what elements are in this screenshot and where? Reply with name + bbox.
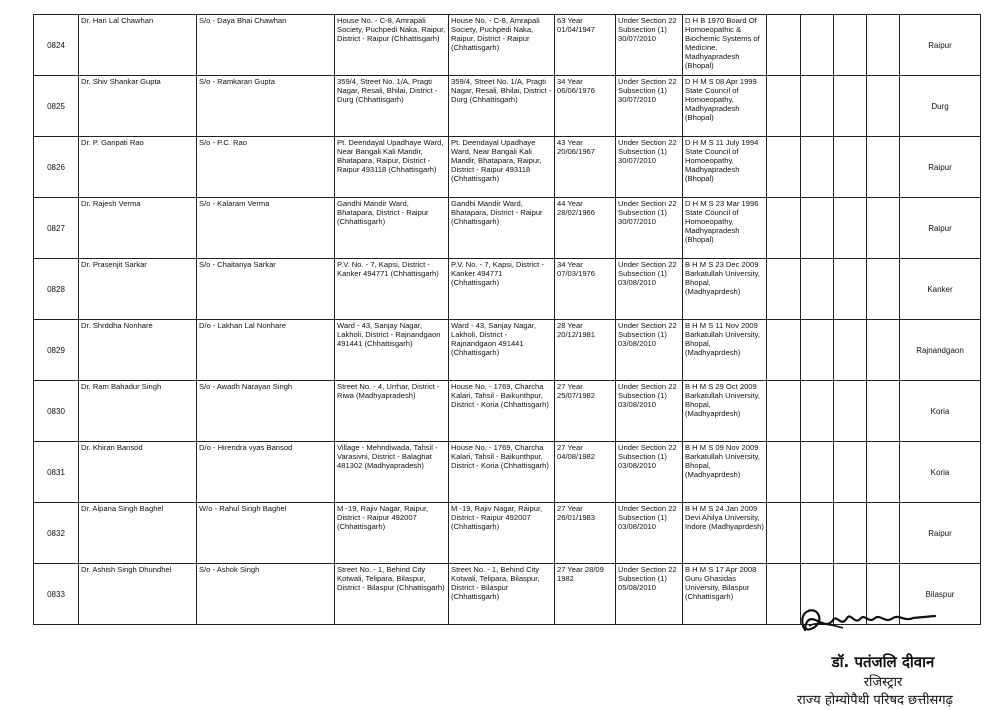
blank-cell: [801, 76, 834, 137]
blank-cell: [834, 15, 867, 76]
table-row: [34, 320, 981, 381]
name-cell: Dr. Shiv Shankar Gupta: [79, 76, 197, 137]
district-cell: Raipur: [900, 198, 981, 259]
present-address-cell: House No. - 1769, Charcha Kalari, Tahsil - Baikunthpur, District - Koria (Chhattisgarh): [449, 442, 555, 503]
section-cell: Under Section 22 Subsection (1) 03/08/2010: [616, 503, 683, 564]
section-cell: Under Section 22 Subsection (1) 05/08/2010: [616, 564, 683, 625]
blank-cell: [801, 15, 834, 76]
blank-cell: [867, 137, 900, 198]
permanent-address-cell: Pt. Deendayal Upadhaye Ward, Near Bangali Kali Mandir, Bhatapara, Raipur, District - Raipur 493118 (Chhattisgarh): [335, 137, 449, 198]
section-cell: Under Section 22 Subsection (1) 03/08/2010: [616, 320, 683, 381]
blank-cell: [767, 381, 801, 442]
serial-cell: 0832: [34, 503, 79, 564]
qualification-cell: B H M S 17 Apr 2008 Guru Ghasidas University, Bilaspur (Chhattisgarh): [683, 564, 767, 625]
relation-cell: D/o - Hirendra vyas Bansod: [197, 442, 335, 503]
permanent-address-cell: Street No. - 4, Urrhar, District - Riwa (Madhyapradesh): [335, 381, 449, 442]
blank-cell: [834, 198, 867, 259]
table-row: [34, 76, 981, 137]
permanent-address-cell: P.V. No. - 7, Kapsi, District - Kanker 494771 (Chhattisgarh): [335, 259, 449, 320]
permanent-address-cell: Gandhi Mandir Ward, Bhatapara, District - Raipur (Chhattisgarh): [335, 198, 449, 259]
age-dob-cell: 27 Year 26/01/1983: [555, 503, 616, 564]
blank-cell: [767, 198, 801, 259]
age-dob-cell: 63 Year 01/04/1947: [555, 15, 616, 76]
name-cell: Dr. Shrddha Nonhare: [79, 320, 197, 381]
district-cell: Rajnandgaon: [900, 320, 981, 381]
blank-cell: [834, 76, 867, 137]
permanent-address-cell: Village - Mehndiwada, Tahsil - Varasivni, District - Balaghat 481302 (Madhyapradesh): [335, 442, 449, 503]
blank-cell: [867, 259, 900, 320]
qualification-cell: D H M S 11 July 1994 State Council of Homoeopathy, Madhyapradesh (Bhopal): [683, 137, 767, 198]
relation-cell: W/o - Rahul Singh Baghel: [197, 503, 335, 564]
qualification-cell: D H B 1970 Board Of Homoeopathic & Biochemic Systems of Medicine, Madhyapradesh (Bhopal): [683, 15, 767, 76]
age-dob-cell: 27 Year 25/07/1982: [555, 381, 616, 442]
section-cell: Under Section 22 Subsection (1) 03/08/2010: [616, 259, 683, 320]
blank-cell: [834, 442, 867, 503]
blank-cell: [767, 320, 801, 381]
present-address-cell: Street No. - 1, Behind City Kotwali, Telipara, Bilaspur, District - Bilaspur (Chhattisgarh): [449, 564, 555, 625]
age-dob-cell: 28 Year 20/12/1981: [555, 320, 616, 381]
blank-cell: [834, 259, 867, 320]
blank-cell: [867, 15, 900, 76]
present-address-cell: Gandhi Mandir Ward, Bhatapara, District - Raipur (Chhattisgarh): [449, 198, 555, 259]
blank-cell: [767, 137, 801, 198]
blank-cell: [767, 15, 801, 76]
blank-cell: [834, 503, 867, 564]
section-cell: Under Section 22 Subsection (1) 03/08/2010: [616, 442, 683, 503]
district-cell: Raipur: [900, 503, 981, 564]
name-cell: Dr. Khiran Bansod: [79, 442, 197, 503]
present-address-cell: Pt. Deendayal Upadhaye Ward, Near Bangali Kali Mandir, Bhatapara, Raipur, District - Raipur 493118 (Chhattisgarh): [449, 137, 555, 198]
serial-cell: 0826: [34, 137, 79, 198]
table-row: [34, 259, 981, 320]
qualification-cell: B H M S 23 Dec 2009 Barkatullah University, Bhopal, (Madhyaprdesh): [683, 259, 767, 320]
relation-cell: S/o - Chaitanya Sarkar: [197, 259, 335, 320]
table-row: [34, 137, 981, 198]
section-cell: Under Section 22 Subsection (1) 30/07/2010: [616, 198, 683, 259]
council-name: राज्य होम्योपैथी परिषद छत्तीसगढ़: [797, 693, 953, 708]
qualification-cell: B H M S 24 Jan 2009 Devi Ahilya University, Indore (Madhyaprdesh): [683, 503, 767, 564]
permanent-address-cell: M -19, Rajiv Nagar, Raipur, District - Raipur 492007 (Chhattisgarh): [335, 503, 449, 564]
relation-cell: S/o - Daya Bhai Chawhan: [197, 15, 335, 76]
district-cell: Kanker: [900, 259, 981, 320]
qualification-cell: B H M S 11 Nov 2009 Barkatullah University, Bhopal, (Madhyaprdesh): [683, 320, 767, 381]
blank-cell: [801, 442, 834, 503]
signature-icon: [785, 602, 955, 642]
age-dob-cell: 34 Year 06/06/1976: [555, 76, 616, 137]
permanent-address-cell: 359/4, Street No. 1/A, Pragti Nagar, Resali, Bhilai, District - Durg (Chhattisgarh): [335, 76, 449, 137]
serial-cell: 0827: [34, 198, 79, 259]
district-cell: Raipur: [900, 137, 981, 198]
name-cell: Dr. Ram Bahadur Singh: [79, 381, 197, 442]
age-dob-cell: 43 Year 20/06/1967: [555, 137, 616, 198]
district-cell: Bilaspur: [900, 564, 981, 625]
district-cell: Koria: [900, 442, 981, 503]
blank-cell: [767, 442, 801, 503]
blank-cell: [867, 320, 900, 381]
age-dob-cell: 27 Year 28/09 1982: [555, 564, 616, 625]
registrar-title: रजिस्ट्रार: [863, 675, 903, 690]
serial-cell: 0833: [34, 564, 79, 625]
serial-cell: 0824: [34, 15, 79, 76]
qualification-cell: B H M S 29 Oct 2009 Barkatullah University, Bhopal, (Madhyaprdesh): [683, 381, 767, 442]
blank-cell: [801, 320, 834, 381]
table-row: [34, 381, 981, 442]
serial-cell: 0829: [34, 320, 79, 381]
relation-cell: S/o - Awadh Narayan Singh: [197, 381, 335, 442]
name-cell: Dr. Hari Lal Chawhan: [79, 15, 197, 76]
present-address-cell: House No. - C-8, Amrapali Society, Puchpedi Naka, Raipur, District - Raipur (Chhattisgarh): [449, 15, 555, 76]
table-row: [34, 442, 981, 503]
present-address-cell: House No. - 1769, Charcha Kalari, Tahsil - Baikunthpur, District - Koria (Chhattisgarh): [449, 381, 555, 442]
age-dob-cell: 27 Year 04/08/1982: [555, 442, 616, 503]
permanent-address-cell: Ward - 43, Sanjay Nagar, Lakholi, District - Rajnandgaon 491441 (Chhattisgarh): [335, 320, 449, 381]
district-cell: Durg: [900, 76, 981, 137]
section-cell: Under Section 22 Subsection (1) 30/07/2010: [616, 137, 683, 198]
blank-cell: [801, 503, 834, 564]
serial-cell: 0825: [34, 76, 79, 137]
age-dob-cell: 34 Year 07/03/1976: [555, 259, 616, 320]
name-cell: Dr. Alpana Singh Baghel: [79, 503, 197, 564]
name-cell: Dr. Rajesh Verma: [79, 198, 197, 259]
present-address-cell: M -19, Rajiv Nagar, Raipur, District - Raipur 492007 (Chhattisgarh): [449, 503, 555, 564]
relation-cell: S/o - Kalaram Verma: [197, 198, 335, 259]
registrar-name: डॉ. पतंजलि दीवान: [831, 653, 935, 671]
blank-cell: [867, 76, 900, 137]
blank-cell: [801, 259, 834, 320]
qualification-cell: D H M S 23 Mar 1996 State Council of Homoeopathy, Madhyapradesh (Bhopal): [683, 198, 767, 259]
blank-cell: [867, 381, 900, 442]
serial-cell: 0828: [34, 259, 79, 320]
section-cell: Under Section 22 Subsection (1) 30/07/2010: [616, 76, 683, 137]
registration-table: [33, 14, 981, 625]
blank-cell: [867, 198, 900, 259]
name-cell: Dr. P. Ganpati Rao: [79, 137, 197, 198]
table-row: [34, 503, 981, 564]
blank-cell: [801, 137, 834, 198]
relation-cell: S/o - Ramkaran Gupta: [197, 76, 335, 137]
permanent-address-cell: House No. - C-8, Amrapali Society, Puchpedi Naka, Raipur, District - Raipur (Chhattisgarh): [335, 15, 449, 76]
relation-cell: S/o - P.C. Rao: [197, 137, 335, 198]
blank-cell: [867, 503, 900, 564]
blank-cell: [767, 503, 801, 564]
blank-cell: [767, 259, 801, 320]
blank-cell: [834, 381, 867, 442]
present-address-cell: 359/4, Street No. 1/A, Pragti Nagar, Resali, Bhilai, District - Durg (Chhattisgarh): [449, 76, 555, 137]
district-cell: Raipur: [900, 15, 981, 76]
blank-cell: [767, 76, 801, 137]
qualification-cell: D H M S 08 Apr 1999 State Council of Homoeopathy, Madhyapradesh (Bhopal): [683, 76, 767, 137]
serial-cell: 0830: [34, 381, 79, 442]
qualification-cell: B H M S 09 Nov 2009 Barkatullah University, Bhopal, (Madhyaprdesh): [683, 442, 767, 503]
blank-cell: [867, 442, 900, 503]
blank-cell: [801, 198, 834, 259]
name-cell: Dr. Prasenjit Sarkar: [79, 259, 197, 320]
relation-cell: D/o - Lakhan Lal Nonhare: [197, 320, 335, 381]
blank-cell: [834, 137, 867, 198]
age-dob-cell: 44 Year 28/02/1966: [555, 198, 616, 259]
table-row: [34, 15, 981, 76]
present-address-cell: P.V. No. - 7, Kapsi, District - Kanker 494771 (Chhattisgarh): [449, 259, 555, 320]
relation-cell: S/o - Ashok Singh: [197, 564, 335, 625]
blank-cell: [834, 320, 867, 381]
table-row: [34, 198, 981, 259]
district-cell: Koria: [900, 381, 981, 442]
serial-cell: 0831: [34, 442, 79, 503]
present-address-cell: Ward - 43, Sanjay Nagar, Lakholi, District - Rajnandgaon 491441 (Chhattisgarh): [449, 320, 555, 381]
blank-cell: [801, 381, 834, 442]
section-cell: Under Section 22 Subsection (1) 30/07/2010: [616, 15, 683, 76]
section-cell: Under Section 22 Subsection (1) 03/08/2010: [616, 381, 683, 442]
name-cell: Dr. Ashish Singh Dhundhel: [79, 564, 197, 625]
permanent-address-cell: Street No. - 1, Behind City Kotwali, Telipara, Bilaspur, District - Bilaspur (Chhattisgarh): [335, 564, 449, 625]
